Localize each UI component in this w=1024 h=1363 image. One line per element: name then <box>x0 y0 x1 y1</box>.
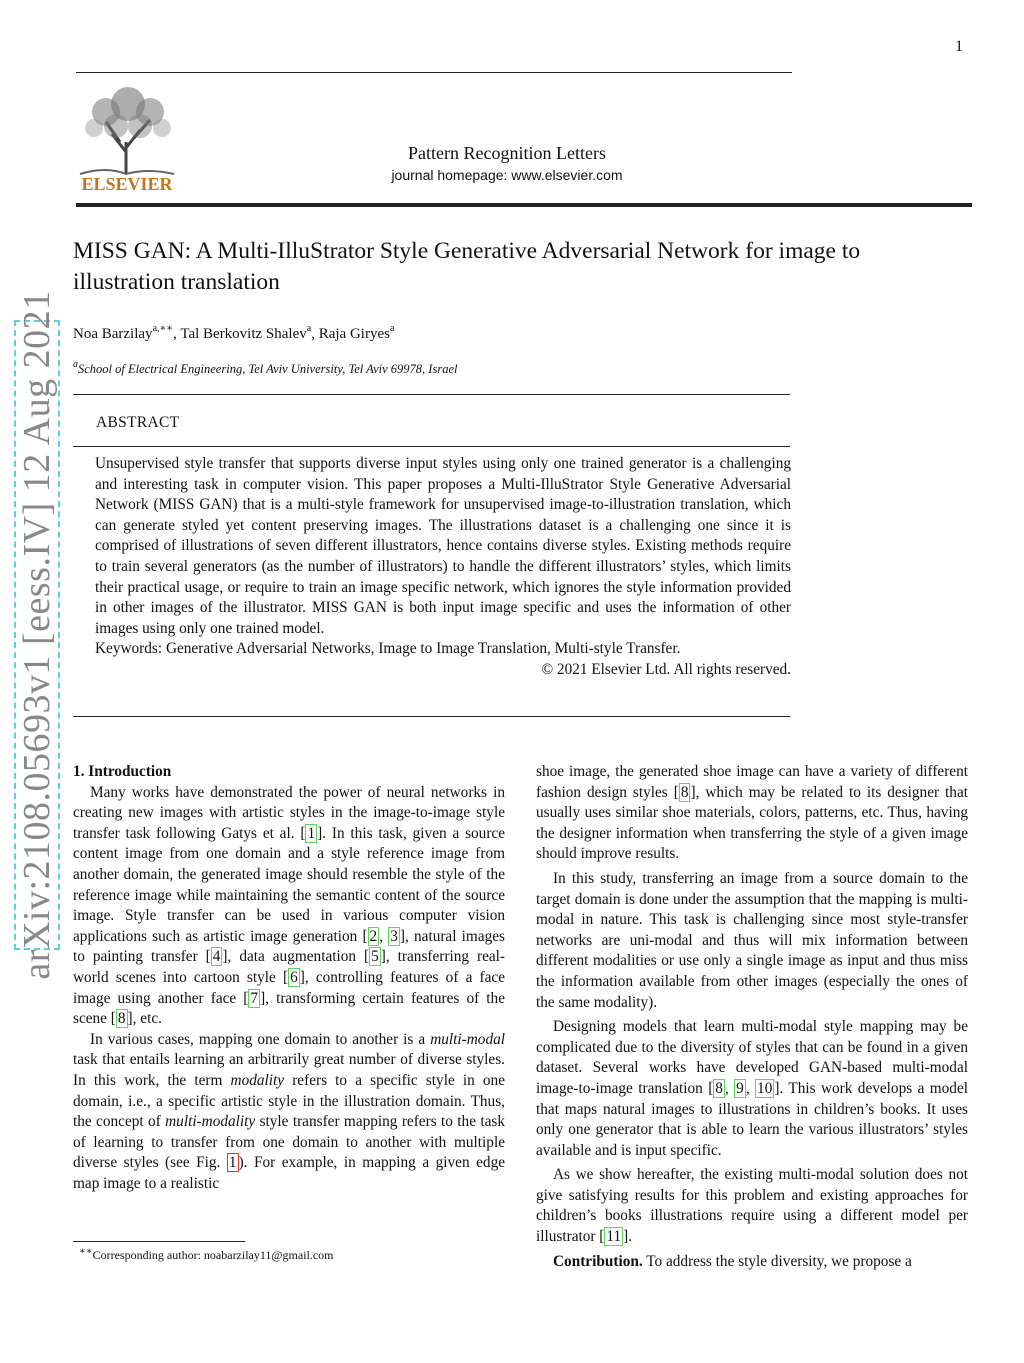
citation-link[interactable]: 10 <box>757 1079 773 1097</box>
citation-link[interactable]: 3 <box>390 927 398 945</box>
affiliation-sup: a <box>73 359 78 370</box>
citation-link[interactable]: 2 <box>369 927 378 945</box>
left-column <box>73 762 505 1194</box>
paper-title: MISS GAN: A Multi-IlluStrator Style Generative Adversarial Network for image to illustration translation <box>73 238 861 295</box>
svg-text:ELSEVIER: ELSEVIER <box>81 174 173 194</box>
citation-link[interactable]: 8 <box>680 783 689 801</box>
arxiv-stamp <box>14 290 64 980</box>
author-list <box>73 323 395 343</box>
journal-name: Pattern Recognition Letters <box>408 143 606 163</box>
footnote-text: Corresponding author: noabarzilay11@gmail.com <box>92 1248 334 1262</box>
page-number: 1 <box>955 38 963 55</box>
header-top-rule <box>76 72 792 73</box>
author-1: Noa Barzilay <box>73 326 153 342</box>
elsevier-logo <box>76 82 178 194</box>
author-2: , Tal Berkovitz Shalev <box>173 326 307 342</box>
journal-homepage: journal homepage: www.elsevier.com <box>391 167 623 183</box>
footnote-sup: ∗∗ <box>79 1246 93 1257</box>
citation-link[interactable]: 9 <box>736 1079 744 1097</box>
author-2-sup: a <box>306 323 312 334</box>
citation-link[interactable]: 4 <box>212 948 221 966</box>
footnote <box>79 1246 333 1263</box>
author-1-sup: a,∗∗ <box>152 323 174 334</box>
copyright: © 2021 Elsevier Ltd. All rights reserved. <box>541 660 791 678</box>
abstract-bottom-rule <box>73 716 790 717</box>
figure-link[interactable]: 1 <box>228 1154 237 1172</box>
intro-paragraph-5: Designing models that learn multi-modal style mapping may be complicated due to the diversity of styles that can be found in a given dataset. Several works have developed GAN-based multi-modal image-to-image translation [ 8 , 9 , 10 ]. This work develops a model that maps natural images to illustrations in children’s books. It uses only one generator that is able to learn the various illustrators’ styles available and is input specific. <box>536 1018 968 1159</box>
citation-link[interactable]: 6 <box>290 968 298 986</box>
keywords: Keywords: Generative Adversarial Networks, Image to Image Translation, Multi-style Transfer. <box>95 640 681 658</box>
header-bottom-rule <box>76 203 972 207</box>
affiliation-text: School of Electrical Engineering, Tel Aviv University, Tel Aviv 69978, Israel <box>78 362 458 376</box>
author-3: , Raja Giryes <box>311 326 390 342</box>
footnote-rule <box>73 1241 245 1242</box>
citation-link[interactable]: 8 <box>715 1079 723 1097</box>
intro-paragraph-3: shoe image, the generated shoe image can have a variety of different fashion design styles [ 8 ], which may be related to its designer that usually uses similar shoe materials, colors, patterns, etc. Thus, having the designer information when transferring the style of a given image should improve results. <box>536 763 968 863</box>
section-heading: 1. Introduction <box>73 763 172 780</box>
abstract-text: Unsupervised style transfer that supports diverse input styles using only one trained generator is a challenging and interesting task in computer vision. This paper proposes a Multi-IlluStrator Style Generative Adversarial Network (MISS GAN) that is a multi-style framework for unsupervised image-to-illustration translation, which can generate styled yet content preserving images. The illustrations dataset is a challenging one since it is comprised of illustrations of seven different illustrators, hence contains diverse styles. Existing methods require to train several generators (as the number of illustrators) to handle the different illustrators’ styles, which limits their practical usage, or require to train an image specific network, which ignores the style information provided in other images of the illustrator. MISS GAN is both input image specific and uses the information of other images using only one trained model. <box>95 455 791 637</box>
citation-link[interactable]: 8 <box>117 1010 126 1028</box>
right-column <box>536 762 968 1272</box>
author-3-sup: a <box>389 323 395 334</box>
intro-paragraph-1: Many works have demonstrated the power of neural networks in creating new images with artistic styles in the image-to-image style transfer task following Gatys et al. [ 1 ]. In this task, given a source content image from one domain and a style reference image from another domain, the generated image should resemble the style of the reference image while maintaining the semantic content of the source image. Style transfer can be used in various computer vision applications such as artistic image generation [ 2 , 3 ], natural images to painting transfer [ 4 ], data augmentation [ 5 ], transferring real-world scenes into cartoon style [ 6 ], controlling features of a face image using another face [ 7 ], transforming certain features of the scene [ 8 ], etc. <box>73 783 506 1028</box>
abstract-top-rule <box>73 394 790 395</box>
contribution-label: Contribution. <box>553 1252 643 1270</box>
affiliation <box>73 359 458 377</box>
abstract-body <box>95 454 791 681</box>
intro-paragraph-6: As we show hereafter, the existing multi-modal solution does not give satisfying results for this problem and existing approaches for children’s books illustrations require using a different model per illustrator [ 11 ]. <box>536 1166 968 1246</box>
citation-link[interactable]: 7 <box>250 989 259 1007</box>
abstract-heading-rule <box>73 446 790 447</box>
citation-link[interactable]: 1 <box>307 824 316 842</box>
arxiv-stamp-text: arXiv:2108.05693v1 [eess.IV] 12 Aug 2021 <box>16 290 58 980</box>
abstract-heading: ABSTRACT <box>96 414 180 431</box>
citation-link[interactable]: 5 <box>371 948 379 966</box>
citation-link[interactable]: 11 <box>606 1228 622 1246</box>
intro-paragraph-7: Contribution. To address the style diversity, we propose a <box>553 1252 912 1270</box>
intro-paragraph-2: In various cases, mapping one domain to another is a multi-modal task that entails learning an arbitrarily great number of diverse styles. In this work, the term modality refers to a specific style in one domain, i.e., a specific artistic style in the illustration domain. Thus, the concept of multi-modality style transfer mapping refers to the task of learning to transfer from one domain to another with multiple diverse styles (see Fig. 1 ). For example, in mapping a given edge map image to a realistic <box>73 1030 506 1192</box>
intro-paragraph-4: In this study, transferring an image from a source domain to the target domain is done under the assumption that the mapping is multi-modal in nature. This task is challenging since most style-transfer networks are uni-modal and thus will mix information between different modalities or use only a single image as input and thus miss the information available from other images (especially the ones of the same modality). <box>536 869 968 1011</box>
